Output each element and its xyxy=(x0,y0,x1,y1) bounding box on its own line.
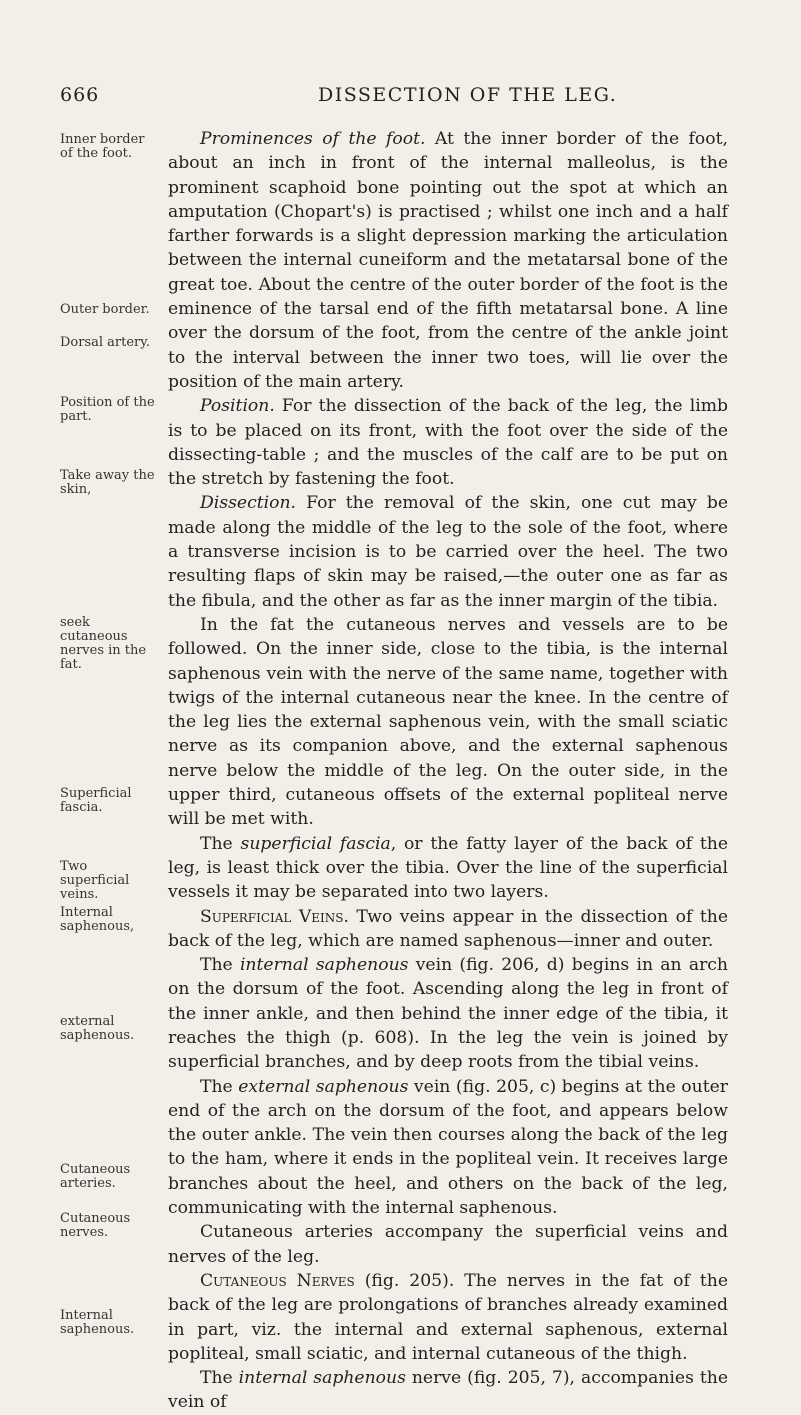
running-title: DISSECTION OF THE LEG. xyxy=(318,84,618,106)
paragraph-internal-saphenous-vein: The internal saphenous vein (fig. 206, d) begins in an arch on the dorsum of the foot. Ascending along the leg in front of the inner ankle, and then behind the inner edge of the tibia, it reaches the thigh (p. 608). In the leg the vein is joined by superficial branches, and by deep roots from the tibial veins. xyxy=(168,955,728,1073)
paragraph-cutaneous-nerves: Cutaneous Nerves (fig. 205). The nerves in the fat of the back of the leg are prolongations of branches already examined in part, viz. the internal and external saphenous, external popliteal, small sciatic, and internal cutaneous of the thigh. xyxy=(168,1270,728,1364)
page-header xyxy=(60,84,700,114)
paragraph-dissection: Dissection. For the removal of the skin, one cut may be made along the middle of the leg to the sole of the foot, where a transverse incision is to be carried over the heel. The two resulting flaps of skin may be raised,—the outer one as far as the fibula, and the other as far as the inner margin of the tibia. xyxy=(168,493,728,611)
paragraph-position: Position. For the dissection of the back of the leg, the limb is to be placed on its front, with the foot over the side of the dissecting-table ; and the muscles of the calf are to be put on the stretch by fastening the foot. xyxy=(168,396,728,490)
paragraph-cutaneous-nerves-in-fat: In the fat the cutaneous nerves and vessels are to be followed. On the inner side, close to the tibia, is the internal saphenous vein with the nerve of the same name, together with twigs of the internal cutaneous near the knee. In the centre of the leg lies the external saphenous vein, with the small sciatic nerve as its companion above, and the external saphenous nerve below the middle of the leg. On the outer side, in the upper third, cutaneous offsets of the external popliteal nerve will be met with. xyxy=(168,614,728,830)
page-number: 666 xyxy=(60,84,100,106)
paragraph-prominences: Prominences of the foot. At the inner border of the foot, about an inch in front of the internal malleolus, is the prominent scaphoid bone pointing out the spot at which an amputation (Chopart's) is practised ; whilst one inch and a half farther forwards is a slight depression marking the articulation between the internal cuneiform and the metatarsal bone of the great toe. About the centre of the outer border of the foot is the eminence of the tarsal end of the fifth metatarsal bone. A line over the dorsum of the foot, from the centre of the ankle joint to the interval between the inner two toes, will lie over the position of the main artery. xyxy=(168,129,728,392)
margin-note: Internal saphenous, xyxy=(60,905,135,934)
paragraph-superficial-veins: Superficial Veins. Two veins appear in the dissection of the back of the leg, which are named saphenous—inner and outer. xyxy=(168,906,728,951)
margin-note: Two superficial veins. xyxy=(60,859,130,902)
paragraph-external-saphenous-vein: The external saphenous vein (fig. 205, c) begins at the outer end of the arch on the dorsum of the foot, and appears below the outer ankle. The vein then courses along the back of the leg to the ham, where it ends in the popliteal vein. It receives large branches about the heel, and others on the back of the leg, communicating with the internal saphenous. xyxy=(168,1076,728,1219)
paragraph-cutaneous-arteries: Cutaneous arteries accompany the superficial veins and nerves of the leg. xyxy=(168,1222,728,1267)
margin-note: Dorsal artery. xyxy=(60,335,151,350)
paragraph-internal-saphenous-nerve: The internal saphenous nerve (fig. 205, 7), accompanies the vein of xyxy=(168,1368,728,1413)
margin-note: Inner border of the foot. xyxy=(60,132,145,161)
margin-note: Cutaneous nerves. xyxy=(60,1211,131,1240)
margin-note: external saphenous. xyxy=(60,1014,135,1043)
margin-note: Internal saphenous. xyxy=(60,1308,135,1337)
margin-note: Position of the part. xyxy=(60,395,155,424)
margin-note: seek cutaneous nerves in the fat. xyxy=(60,615,147,672)
margin-note: Take away the skin, xyxy=(60,468,155,497)
paragraph-superficial-fascia: The superficial fascia, or the fatty layer of the back of the leg, is least thick over the tibia. Over the line of the superficial vessels it may be separated into two layers. xyxy=(168,833,728,903)
margin-note: Superficial fascia. xyxy=(60,786,132,815)
margin-note: Outer border. xyxy=(60,302,150,317)
body-text xyxy=(168,127,728,1415)
margin-note: Cutaneous arteries. xyxy=(60,1162,131,1191)
